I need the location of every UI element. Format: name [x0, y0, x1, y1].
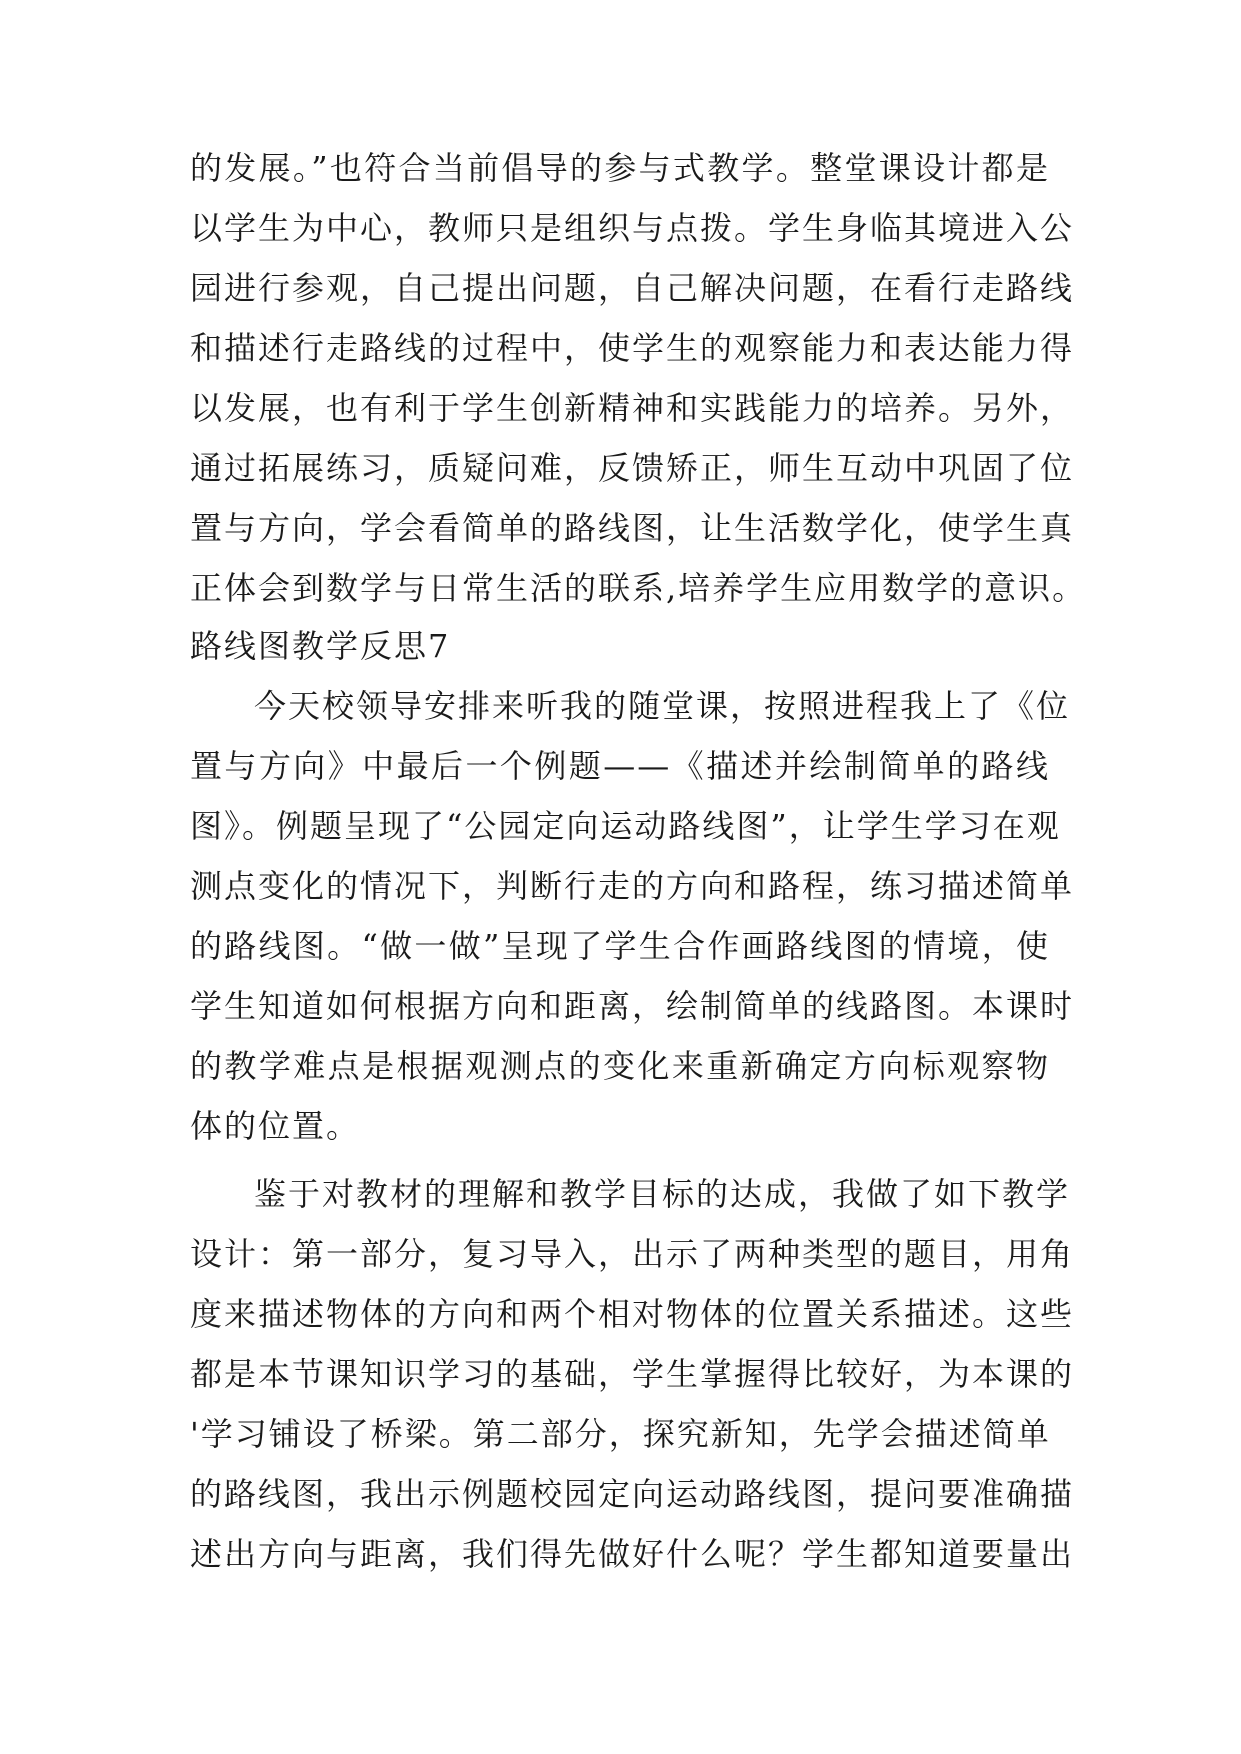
- text-line: 设计：第一部分，复习导入，出示了两种类型的题目，用角: [190, 1235, 1075, 1273]
- text-line: 度来描述物体的方向和两个相对物体的位置关系描述。这些: [190, 1295, 1075, 1333]
- text-line: 园进行参观，自己提出问题，自己解决问题，在看行走路线: [190, 269, 1075, 307]
- text-line: 以发展，也有利于学生创新精神和实践能力的培养。另外，: [190, 389, 1075, 427]
- text-line: 的路线图，我出示例题校园定向运动路线图，提问要准确描: [190, 1475, 1075, 1513]
- text-line: 置与方向，学会看简单的路线图，让生活数学化，使学生真: [190, 509, 1075, 547]
- text-line: 鉴于对教材的理解和教学目标的达成，我做了如下教学: [254, 1175, 1071, 1213]
- text-line: '学习铺设了桥梁。第二部分，探究新知，先学会描述简单: [190, 1415, 1051, 1453]
- section-heading: 路线图教学反思7: [190, 627, 451, 665]
- text-line: 和描述行走路线的过程中，使学生的观察能力和表达能力得: [190, 329, 1075, 367]
- text-line: 的发展。”也符合当前倡导的参与式教学。整堂课设计都是: [190, 149, 1050, 187]
- text-line: 以学生为中心，教师只是组织与点拨。学生身临其境进入公: [190, 209, 1075, 247]
- text-line: 通过拓展练习，质疑问难，反馈矫正，师生互动中巩固了位: [190, 449, 1075, 487]
- text-line: 今天校领导安排来听我的随堂课，按照进程我上了《位: [254, 687, 1071, 725]
- text-line: 体的位置。: [190, 1107, 361, 1145]
- text-line: 学生知道如何根据方向和距离，绘制简单的线路图。本课时: [190, 987, 1075, 1025]
- text-line: 述出方向与距离，我们得先做好什么呢？学生都知道要量出: [190, 1535, 1075, 1573]
- text-line: 图》。例题呈现了“公园定向运动路线图”，让学生学习在观: [190, 807, 1061, 845]
- text-line: 测点变化的情况下，判断行走的方向和路程，练习描述简单: [190, 867, 1075, 905]
- text-line: 都是本节课知识学习的基础，学生掌握得比较好，为本课的: [190, 1355, 1075, 1393]
- text-line: 置与方向》中最后一个例题——《描述并绘制简单的路线: [190, 747, 1050, 785]
- text-line: 正体会到数学与日常生活的联系,培养学生应用数学的意识。: [190, 569, 1087, 607]
- text-line: 的路线图。“做一做”呈现了学生合作画路线图的情境，使: [190, 927, 1050, 965]
- text-line: 的教学难点是根据观测点的变化来重新确定方向标观察物: [190, 1047, 1050, 1085]
